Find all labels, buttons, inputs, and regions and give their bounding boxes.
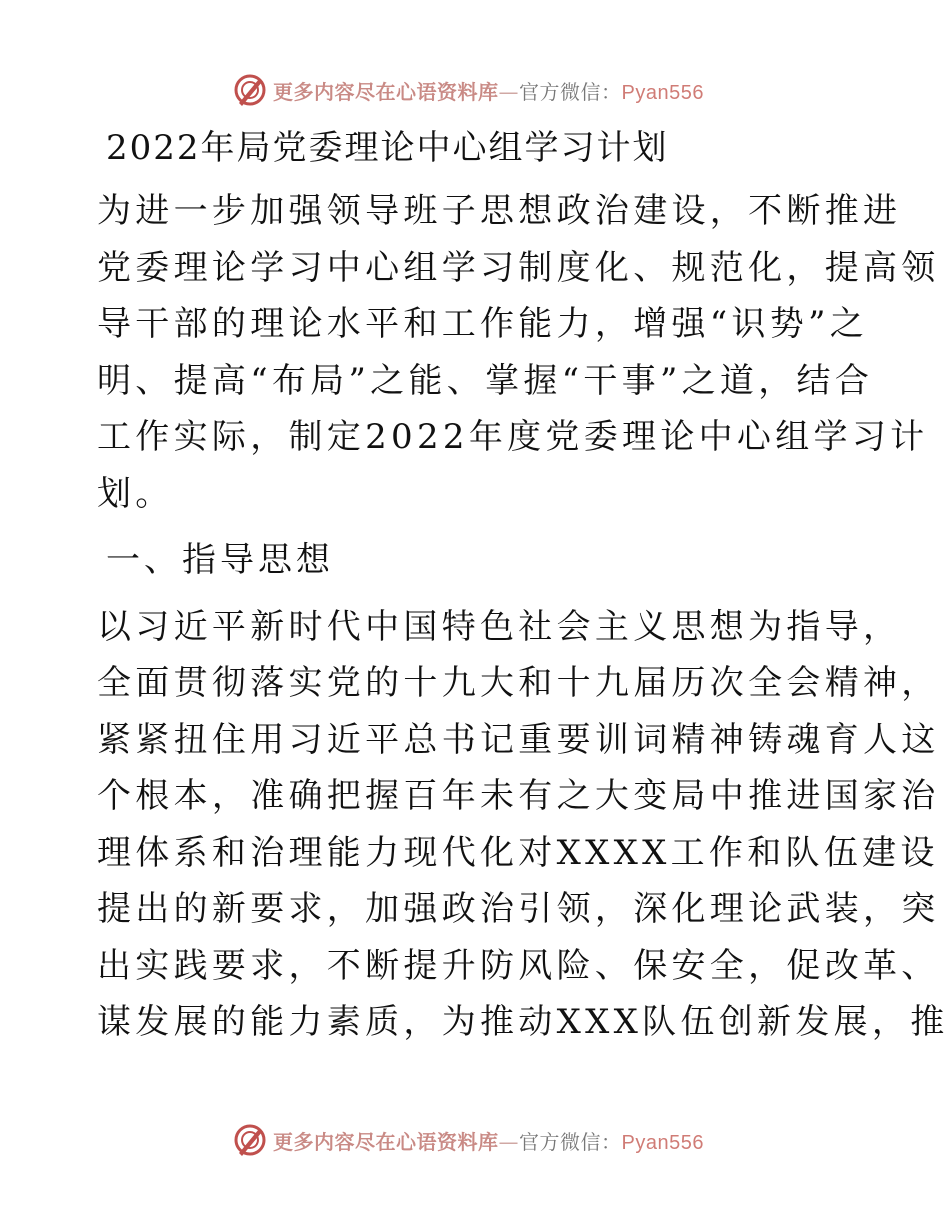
watermark-brand: 更多内容尽在心语资料库 — [273, 79, 499, 104]
watermark-text — [273, 76, 704, 105]
section1-line: 理体系和治理能力现代化对XXXX工作和队伍建设 — [97, 832, 939, 873]
intro-line: 划。 — [97, 473, 174, 514]
intro-line: 党委理论学习中心组学习制度化、规范化，提高领 — [97, 247, 940, 288]
watermark-official: 官方微信： — [519, 1129, 622, 1154]
intro-line: 为进一步加强领导班子思想政治建设，不断推进 — [97, 191, 902, 231]
document-body — [97, 122, 949, 1051]
section1-line: 全面贯彻落实党的十九大和十九届历次全会精神， — [97, 663, 940, 703]
intro-paragraph — [97, 183, 940, 522]
intro-line: 导干部的理论水平和工作能力，增强“识势”之 — [97, 304, 869, 344]
watermark-text — [273, 1126, 704, 1155]
section1-line: 谋发展的能力素质，为推动XXX队伍创新发展，推 — [97, 1002, 949, 1042]
intro-line: 明、提高“布局”之能、掌握“干事”之道，结合 — [97, 360, 874, 401]
watermark-footer — [233, 1120, 704, 1160]
section1-paragraph — [97, 599, 949, 1051]
watermark-header — [233, 70, 704, 110]
watermark-dash: — — [498, 1129, 519, 1154]
watermark-official: 官方微信： — [519, 79, 622, 104]
watermark-brand: 更多内容尽在心语资料库 — [273, 1129, 499, 1154]
watermark-dash: — — [498, 79, 519, 104]
watermark-wechat-id: Pyan556 — [621, 81, 704, 104]
section1-line: 以习近平新时代中国特色社会主义思想为指导， — [97, 606, 902, 647]
pen-logo-icon — [233, 73, 267, 107]
pen-logo-icon — [233, 1123, 267, 1157]
watermark-wechat-id: Pyan556 — [621, 1131, 704, 1154]
section1-line: 出实践要求，不断提升防风险、保安全，促改革、 — [97, 945, 940, 986]
section1-line: 提出的新要求，加强政治引领，深化理论武装，突 — [97, 889, 940, 929]
section1-line: 紧紧扭住用习近平总书记重要训词精神铸魂育人这 — [97, 719, 940, 760]
section-heading-guiding-ideology: 一、指导思想 — [106, 540, 334, 580]
intro-line: 工作实际，制定2022年度党委理论中心组学习计 — [97, 417, 929, 457]
section1-line: 个根本，准确把握百年未有之大变局中推进国家治 — [97, 776, 940, 816]
document-title: 2022年局党委理论中心组学习计划 — [106, 128, 669, 168]
